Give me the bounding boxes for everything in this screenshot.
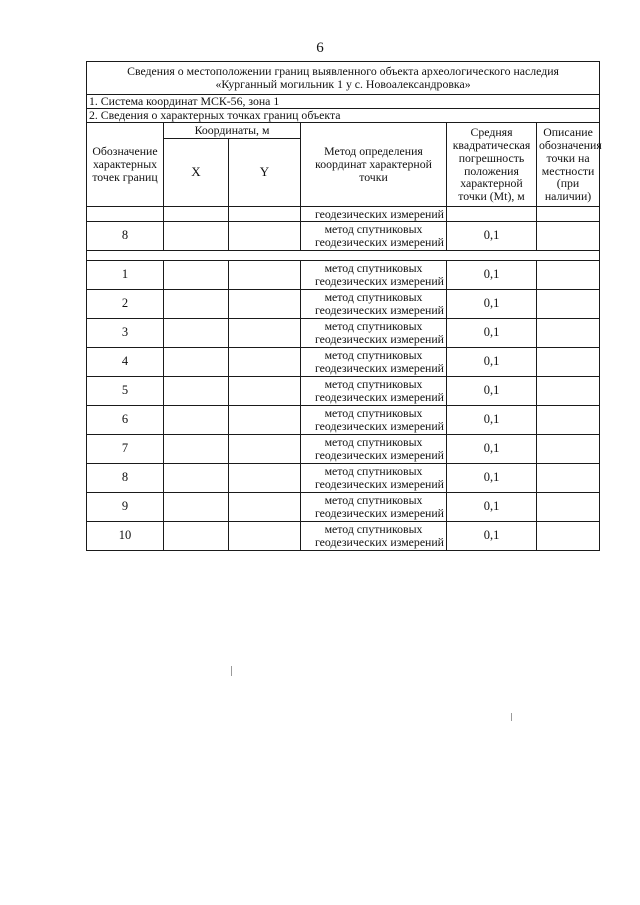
table-row — [87, 319, 600, 348]
point-number-cell: 1 — [87, 261, 164, 290]
point-number-cell: 4 — [87, 348, 164, 377]
description-cell — [537, 261, 600, 290]
table-row — [87, 377, 600, 406]
method-line-1: метод спутниковых — [324, 464, 423, 479]
x-cell — [164, 261, 229, 290]
error-cell: 0,1 — [447, 222, 537, 251]
point-number-cell: 10 — [87, 522, 164, 551]
method-line-2: геодезических измерений — [314, 332, 444, 346]
boundary-points-table — [86, 61, 600, 551]
point-number-cell: 8 — [87, 222, 164, 251]
method-cell — [301, 261, 447, 290]
description-cell — [537, 406, 600, 435]
x-cell — [164, 522, 229, 551]
error-cell: 0,1 — [447, 464, 537, 493]
method-line-2: геодезических измерений — [314, 477, 444, 491]
point-number-cell: 5 — [87, 377, 164, 406]
header-x: X — [164, 139, 229, 207]
description-cell — [537, 435, 600, 464]
x-cell — [164, 435, 229, 464]
description-cell — [537, 522, 600, 551]
x-cell — [164, 319, 229, 348]
points-section-row: 2. Сведения о характерных точках границ объекта — [87, 109, 600, 123]
y-cell — [229, 290, 301, 319]
page-number: 6 — [316, 40, 324, 56]
method-cell — [301, 319, 447, 348]
method-cell — [301, 493, 447, 522]
method-cell — [301, 435, 447, 464]
y-cell — [229, 222, 301, 251]
table-row — [87, 493, 600, 522]
scan-artifact — [231, 666, 232, 676]
point-number-cell: 7 — [87, 435, 164, 464]
method-line-2: геодезических измерений — [314, 506, 444, 520]
point-number-cell: 9 — [87, 493, 164, 522]
table-row — [87, 522, 600, 551]
method-line-1: метод спутниковых — [324, 222, 423, 237]
error-cell: 0,1 — [447, 522, 537, 551]
table-row — [87, 406, 600, 435]
table-row — [87, 261, 600, 290]
separator-cell — [87, 251, 600, 261]
description-cell — [537, 222, 600, 251]
x-cell — [164, 377, 229, 406]
method-line-1: метод спутниковых — [324, 522, 423, 537]
title-line-1: Сведения о местоположении границ выявленного объекта археологического наследия — [127, 64, 559, 79]
x-cell — [164, 348, 229, 377]
error-cell: 0,1 — [447, 348, 537, 377]
error-cell: 0,1 — [447, 435, 537, 464]
continuation-method: геодезических измерений — [301, 207, 447, 222]
x-cell — [164, 290, 229, 319]
header-error: Средняя квадратическая погрешность положения характерной точки (Mt), м — [447, 123, 537, 207]
method-line-2: геодезических измерений — [314, 235, 444, 249]
method-line-2: геодезических измерений — [314, 535, 444, 549]
method-line-2: геодезических измерений — [314, 303, 444, 317]
method-cell — [301, 464, 447, 493]
description-cell — [537, 493, 600, 522]
method-line-2: геодезических измерений — [314, 419, 444, 433]
y-cell — [229, 261, 301, 290]
method-line-2: геодезических измерений — [314, 361, 444, 375]
y-cell — [229, 493, 301, 522]
table-row — [87, 348, 600, 377]
x-cell — [164, 464, 229, 493]
description-cell — [537, 348, 600, 377]
method-line-1: метод спутниковых — [324, 261, 423, 276]
continuation-row — [87, 207, 600, 222]
y-cell — [229, 377, 301, 406]
method-line-1: метод спутниковых — [324, 319, 423, 334]
error-cell: 0,1 — [447, 406, 537, 435]
header-coordinates: Координаты, м — [164, 123, 301, 139]
error-cell: 0,1 — [447, 493, 537, 522]
method-cell — [301, 222, 447, 251]
y-cell — [229, 348, 301, 377]
method-cell — [301, 348, 447, 377]
x-cell — [164, 406, 229, 435]
table-row — [87, 290, 600, 319]
description-cell — [537, 464, 600, 493]
method-cell — [301, 377, 447, 406]
description-cell — [537, 377, 600, 406]
method-line-1: метод спутниковых — [324, 435, 423, 450]
method-line-1: метод спутниковых — [324, 493, 423, 508]
header-y: Y — [229, 139, 301, 207]
error-cell: 0,1 — [447, 290, 537, 319]
method-line-1: метод спутниковых — [324, 348, 423, 363]
point-number-cell: 3 — [87, 319, 164, 348]
description-cell — [537, 319, 600, 348]
method-line-1: метод спутниковых — [324, 406, 423, 421]
x-cell — [164, 493, 229, 522]
y-cell — [229, 435, 301, 464]
y-cell — [229, 522, 301, 551]
y-cell — [229, 464, 301, 493]
description-cell — [537, 290, 600, 319]
error-cell: 0,1 — [447, 319, 537, 348]
table-row — [87, 222, 600, 251]
method-cell — [301, 290, 447, 319]
separator-row — [87, 251, 600, 261]
y-cell — [229, 406, 301, 435]
header-designation: Обозначение характерных точек границ — [87, 123, 164, 207]
x-cell — [164, 222, 229, 251]
method-line-1: метод спутниковых — [324, 290, 423, 305]
scan-artifact — [511, 713, 512, 721]
method-line-2: геодезических измерений — [314, 274, 444, 288]
method-cell — [301, 406, 447, 435]
method-line-2: геодезических измерений — [314, 390, 444, 404]
y-cell — [229, 319, 301, 348]
header-description: Описание обозначения точки на местности (при наличии) — [537, 123, 600, 207]
coordinate-system-row: 1. Система координат МСК-56, зона 1 — [87, 95, 600, 109]
method-line-1: метод спутниковых — [324, 377, 423, 392]
title-line-2: «Курганный могильник 1 у с. Новоалександровка» — [215, 77, 471, 91]
table-row — [87, 435, 600, 464]
method-line-2: геодезических измерений — [314, 448, 444, 462]
header-method: Метод определения координат характерной точки — [301, 123, 447, 207]
point-number-cell: 2 — [87, 290, 164, 319]
point-number-cell: 8 — [87, 464, 164, 493]
table-title — [87, 62, 600, 95]
error-cell: 0,1 — [447, 377, 537, 406]
table-row — [87, 464, 600, 493]
error-cell: 0,1 — [447, 261, 537, 290]
method-cell — [301, 522, 447, 551]
point-number-cell: 6 — [87, 406, 164, 435]
